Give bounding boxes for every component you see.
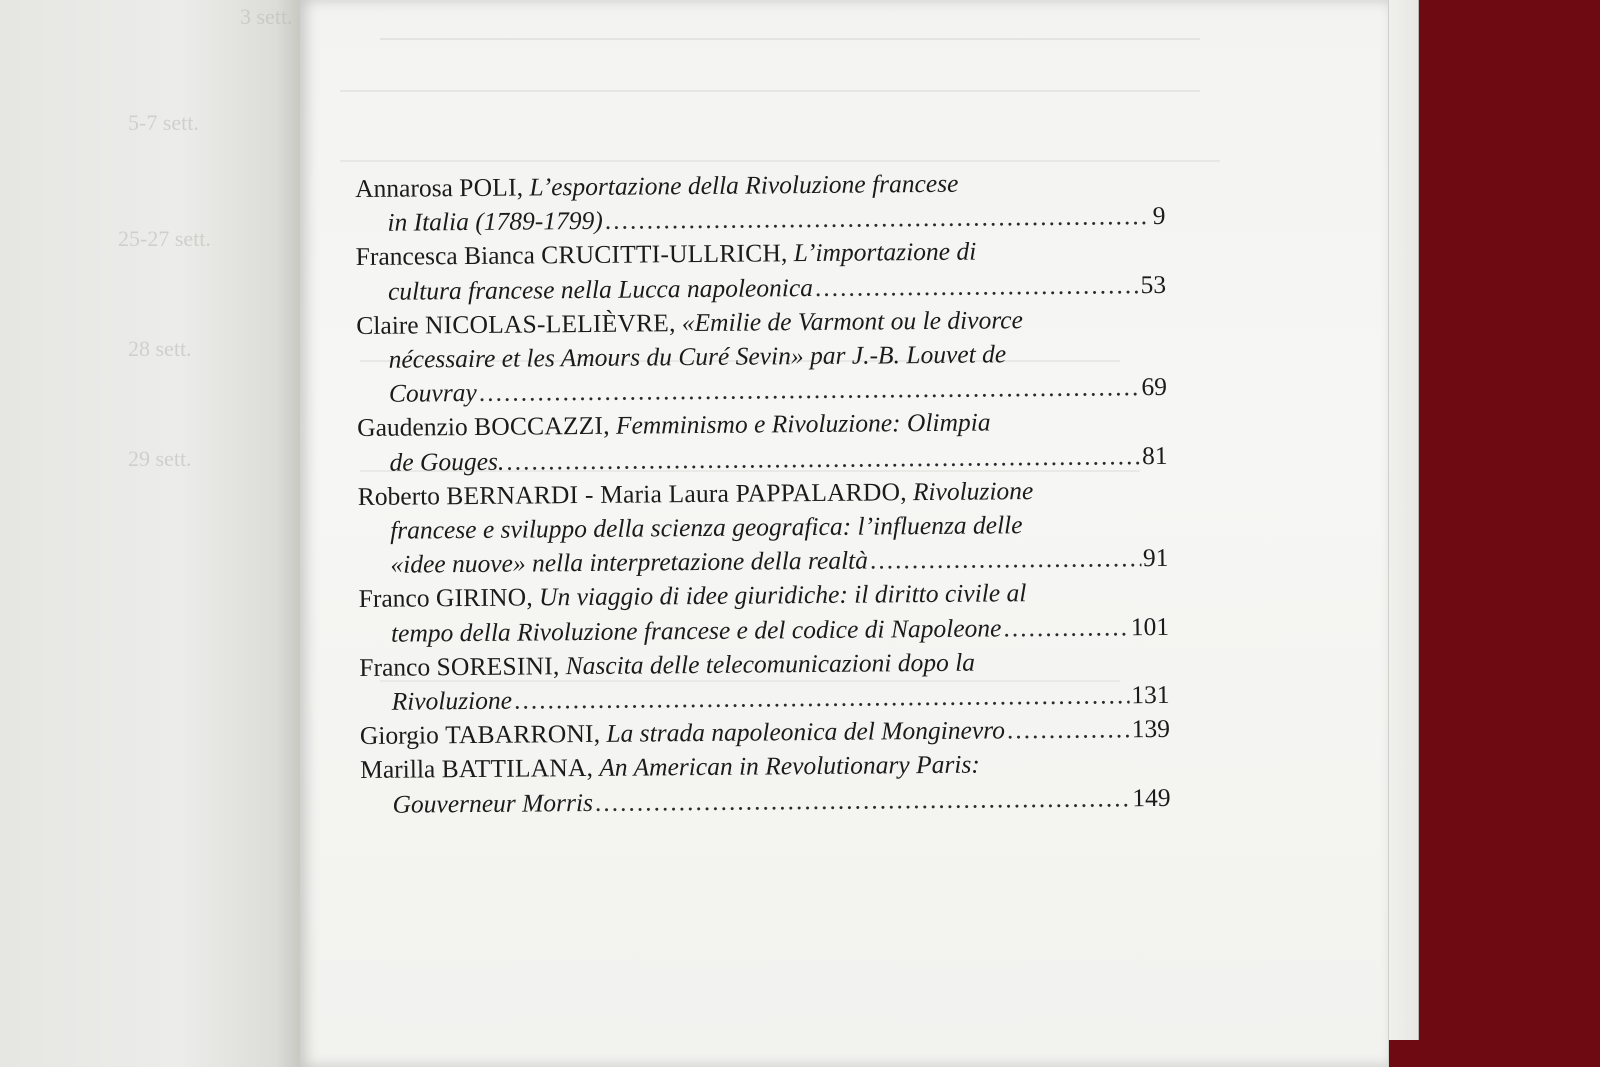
toc-entry — [355, 165, 1166, 240]
author-surname: CRUCITTI-ULLRICH — [541, 238, 782, 270]
essay-title: Rivoluzione — [912, 475, 1034, 506]
essay-title: Couvray — [388, 378, 477, 408]
leader-dots — [506, 439, 1140, 479]
leader-dots — [870, 541, 1141, 578]
toc-entry-line: Giorgio TABARRONI, La strada napoleonica del Monginevro ..... 139 — [360, 712, 1170, 753]
essay-title: L’esportazione della Rivoluzione francese — [529, 168, 959, 202]
author-first-name: Gaudenzio — [357, 412, 475, 443]
essay-title: tempo della Rivoluzione francese e del codice di Napoleone — [390, 613, 1002, 648]
toc-entry-line — [357, 370, 1167, 411]
toc-entry-line: Annarosa POLI, L’esportazione della Rivoluzione francese — [355, 168, 959, 203]
author-first-name: Franco — [359, 652, 437, 682]
author-surname: SORESINI — [436, 651, 554, 682]
page-number: 149 — [1132, 782, 1171, 812]
author-first-name: Franco — [358, 583, 437, 614]
toc-entry — [356, 302, 1167, 412]
toc-entry-line — [355, 199, 1165, 240]
toc-entry-line — [360, 781, 1170, 822]
toc-entry-line: Franco GIRINO, Un viaggio di idee giuridiche: il diritto civile al — [358, 578, 1027, 614]
ghost-date: 5-7 sett. — [128, 110, 199, 135]
essay-title: L’importazione di — [793, 236, 977, 268]
author-surname: TABARRONI — [445, 719, 594, 750]
toc-entry-line — [356, 268, 1166, 309]
essay-title: Femminismo e Rivoluzione: Olimpia — [615, 407, 991, 441]
ghost-date: 29 sett. — [128, 446, 192, 471]
essay-title: «idee nuove» nella interpretazione della realtà — [390, 545, 869, 579]
essay-title: Rivoluzione — [391, 685, 513, 716]
leader-dots — [1003, 610, 1129, 645]
ghost-date: 3 sett. — [240, 4, 293, 29]
author-first-name: Annarosa — [355, 173, 460, 203]
essay-title: La strada napoleonica del Monginevro — [606, 715, 1006, 749]
leader-dots — [815, 268, 1139, 305]
author-surname: BOCCAZZI — [473, 411, 604, 442]
toc-entry — [360, 712, 1170, 753]
toc-entry — [359, 575, 1170, 650]
leader-dots — [1007, 713, 1130, 748]
toc-entry — [356, 233, 1167, 308]
leader-dots — [595, 781, 1131, 820]
toc-entry-line — [359, 610, 1169, 651]
author-surname: BATTILANA — [441, 753, 587, 784]
author-surname: GIRINO — [435, 582, 527, 613]
toc-entry-line: Claire NICOLAS-LELIÈVRE, «Emilie de Varmont ou le divorce — [356, 304, 1023, 340]
page-number: 69 — [1141, 372, 1168, 402]
page-number: 91 — [1142, 543, 1169, 573]
table-of-contents — [355, 165, 1171, 822]
leader-dots — [479, 370, 1140, 410]
author-surname: POLI — [459, 172, 517, 203]
essay-title: de Gouges. — [389, 446, 505, 477]
ghost-date: 28 sett. — [128, 336, 192, 361]
essay-title: An American in Revolutionary Paris: — [599, 750, 980, 783]
essay-title: «Emilie de Varmont ou le divorce — [681, 304, 1023, 337]
toc-entry-line: Francesca Bianca CRUCITTI-ULLRICH, L’importazione di — [355, 236, 977, 272]
toc-entry-line: Roberto BERNARDI - Maria Laura PAPPALARDO, Rivoluzione — [357, 475, 1034, 511]
leader-dots — [514, 678, 1130, 718]
author-first-name: Francesca Bianca — [355, 240, 542, 272]
toc-entry — [358, 473, 1169, 583]
toc-entry — [359, 644, 1170, 719]
toc-entry-line: Gaudenzio BOCCAZZI, Femminismo e Rivoluzione: Olimpia — [357, 407, 991, 443]
author-first-name: Claire — [356, 310, 426, 340]
ghost-date: 25-27 sett. — [118, 226, 211, 251]
essay-title: nécessaire et les Amours du Curé Sevin» par J.-B. Louvet de — [388, 339, 1007, 374]
toc-entry-line: Franco SORESINI, Nascita delle telecomunicazioni dopo la — [359, 647, 976, 682]
toc-entry-line — [357, 439, 1167, 480]
page-number: 131 — [1131, 679, 1170, 710]
page-number: 139 — [1131, 714, 1171, 744]
essay-title: cultura francese nella Lucca napoleonica — [387, 272, 814, 306]
toc-entry — [357, 404, 1168, 479]
author-surname: NICOLAS-LELIÈVRE — [424, 308, 670, 340]
left-page-show-through — [0, 0, 300, 1067]
page-number: 81 — [1141, 440, 1168, 470]
essay-title: Nascita delle telecomunicazioni dopo la — [565, 647, 976, 681]
essay-title: Un viaggio di idee giuridiche: il diritto civile al — [538, 578, 1027, 612]
toc-entry-line: Marilla BATTILANA, An American in Revolutionary Paris: — [360, 750, 980, 785]
author-first-name: Marilla — [360, 754, 442, 785]
author-first-name: Roberto — [357, 481, 447, 511]
essay-title: in Italia (1789-1799) — [387, 206, 603, 237]
toc-entry-line — [358, 541, 1168, 582]
essay-title: Gouverneur Morris — [392, 787, 594, 819]
author-surname: BERNARDI - Maria Laura PAPPALARDO — [446, 477, 901, 511]
page-number: 101 — [1130, 611, 1170, 641]
left-page — [0, 0, 300, 1067]
author-first-name: Giorgio — [359, 720, 446, 751]
toc-entry — [360, 746, 1171, 821]
essay-title: francese e sviluppo della scienza geografica: l’influenza delle — [390, 510, 1023, 545]
page-number: 53 — [1140, 269, 1167, 299]
leader-dots — [605, 199, 1151, 238]
page-number: 9 — [1152, 201, 1166, 231]
